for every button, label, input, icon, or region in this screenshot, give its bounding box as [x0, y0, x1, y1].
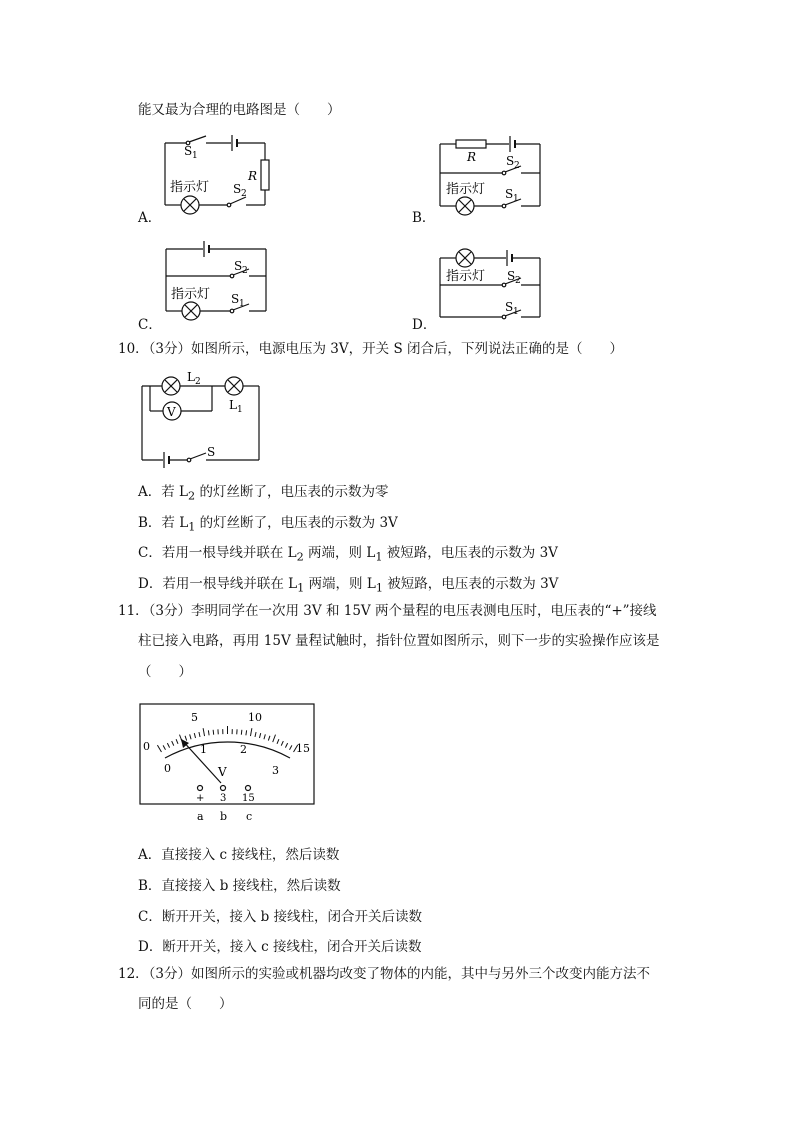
scale-tick [285, 743, 287, 747]
svg-text:R: R [248, 169, 258, 183]
question-11-line1: 11．（3分）李明同学在一次用 3V 和 15V 两个量程的电压表测电压时，电压表的“+”接线 [118, 603, 657, 619]
scale-tick [190, 734, 191, 739]
scale-tick [259, 733, 260, 738]
option-b-label: B． [412, 210, 436, 226]
scale-tick [203, 728, 204, 736]
scale-ticks [157, 726, 297, 752]
scale-tick [199, 732, 200, 737]
scale-tick [194, 733, 195, 738]
label-s1: S [184, 144, 193, 158]
svg-text:15: 15 [296, 742, 310, 755]
svg-text:R: R [467, 150, 477, 164]
q10-option-a: A．若 $L_2$ 的灯丝断了，电压表的示数为零 [138, 484, 389, 503]
scale-tick [290, 745, 292, 749]
svg-text:1: 1 [237, 405, 243, 415]
question-10-stem: 10．（3分）如图所示，电源电压为 3V，开关 S 闭合后，下列说法正确的是（ ） [118, 341, 623, 357]
svg-text:1: 1 [239, 299, 245, 309]
svg-text:V: V [167, 405, 176, 419]
svg-text:指示灯: 指示灯 [171, 287, 211, 302]
scale-tick [273, 735, 276, 743]
scale-tick [264, 734, 265, 739]
q10-option-b: B．若 $L_1$ 的灯丝断了，电压表的示数为 3V [138, 515, 398, 534]
scale-tick [281, 741, 283, 746]
svg-text:2: 2 [240, 743, 247, 756]
scale-tick [167, 743, 169, 747]
svg-text:2: 2 [242, 266, 248, 276]
svg-text:S: S [507, 269, 516, 283]
svg-text:0: 0 [143, 740, 150, 753]
svg-text:10: 10 [248, 711, 262, 724]
scale-tick [250, 728, 251, 736]
q11-option-b: B．直接接入 b 接线柱，然后读数 [138, 878, 341, 894]
svg-text:1: 1 [200, 743, 207, 756]
option-c-label: C． [138, 317, 162, 333]
svg-text:3: 3 [272, 764, 279, 777]
svg-text:V: V [218, 765, 227, 779]
meter-frame [140, 704, 314, 804]
svg-text:1: 1 [513, 307, 519, 317]
scale-tick [185, 736, 187, 741]
scale-tick [213, 730, 214, 735]
option-a-label: A． [138, 210, 162, 226]
svg-text:c: c [246, 810, 253, 823]
svg-text:L: L [187, 370, 195, 384]
scale-tick [172, 741, 174, 746]
svg-text:L: L [229, 398, 237, 412]
svg-text:+: + [196, 793, 205, 804]
svg-text:指示灯: 指示灯 [446, 182, 486, 197]
question-11-line2: 柱已接入电路，再用 15V 量程试触时，指针位置如图所示，则下一步的实验操作应该是 [138, 633, 660, 649]
scale-tick [176, 739, 178, 744]
scale-tick [163, 745, 165, 749]
svg-text:S: S [231, 292, 240, 306]
svg-text:1: 1 [192, 151, 198, 161]
svg-text:3: 3 [220, 793, 227, 804]
q11-option-a: A．直接接入 c 接线柱，然后读数 [138, 847, 340, 863]
scale-tick [208, 730, 209, 735]
svg-text:S: S [234, 259, 243, 273]
svg-text:5: 5 [191, 711, 198, 724]
scale-tick [241, 730, 242, 735]
svg-text:指示灯: 指示灯 [446, 269, 486, 284]
svg-text:a: a [197, 810, 204, 823]
scale-tick [157, 745, 161, 752]
question-9-tail: 能又最为合理的电路图是（ ） [138, 102, 341, 118]
scale-tick [277, 739, 279, 744]
q11-option-c: C．断开开关，接入 b 接线柱，闭合开关后读数 [138, 909, 423, 925]
svg-text:2: 2 [195, 377, 201, 387]
q10-option-c: C．若用一根导线并联在 $L_2$ 两端，则 $L_1$ 被短路，电压表的示数为 3V [138, 545, 558, 564]
svg-text:1: 1 [513, 194, 519, 204]
svg-text:S: S [233, 182, 242, 196]
question-11-line3: （ ） [138, 664, 192, 680]
question-12-line2: 同的是（ ） [138, 996, 233, 1012]
scale-tick [246, 730, 247, 735]
q11-option-d: D．断开开关，接入 c 接线柱，闭合开关后读数 [138, 939, 422, 955]
svg-text:S: S [505, 300, 514, 314]
svg-text:S: S [207, 445, 216, 459]
svg-text:0: 0 [164, 762, 171, 775]
svg-text:b: b [220, 810, 228, 823]
q10-option-d: D．若用一根导线并联在 $L_1$ 两端，则 $L_1$ 被短路，电压表的示数为 3V [138, 576, 559, 595]
svg-text:2: 2 [515, 276, 521, 286]
svg-text:S: S [505, 187, 514, 201]
svg-text:2: 2 [514, 161, 520, 171]
scale-tick [255, 732, 256, 737]
question-12-line1: 12．（3分）如图所示的实验或机器均改变了物体的内能，其中与另外三个改变内能方法不 [118, 966, 651, 982]
scale-tick [268, 736, 270, 741]
svg-text:2: 2 [241, 189, 247, 199]
svg-text:S: S [506, 154, 515, 168]
svg-text:15: 15 [242, 793, 255, 804]
svg-text:指示灯: 指示灯 [170, 180, 210, 195]
option-d-label: D． [412, 317, 437, 333]
